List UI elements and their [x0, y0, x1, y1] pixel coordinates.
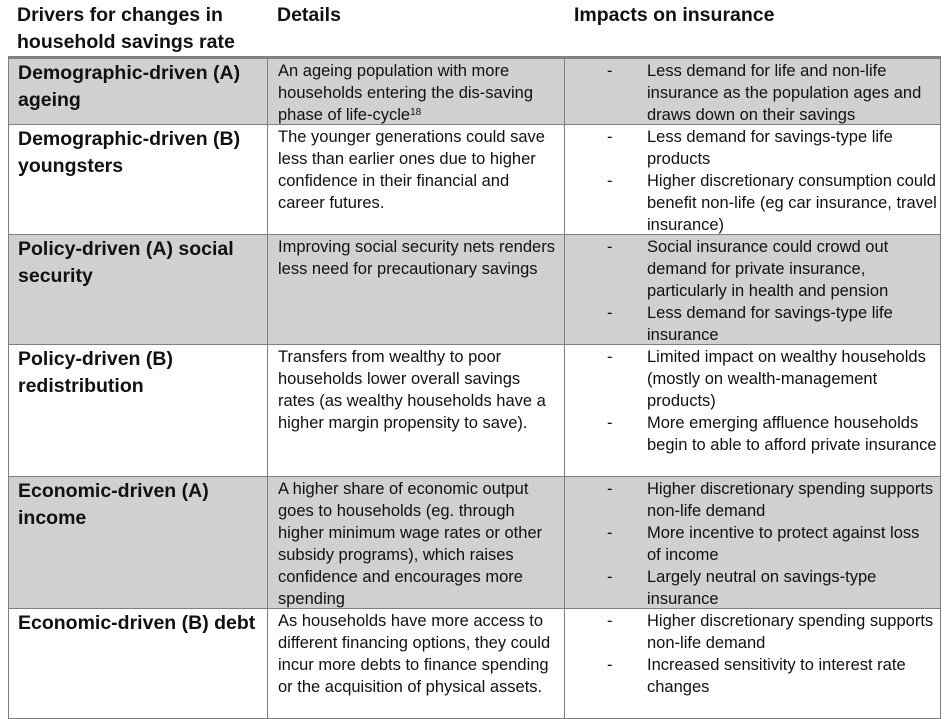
driver-cell: Policy-driven (A) social security	[18, 238, 234, 287]
header-drivers: Drivers for changes in household savings rate	[17, 4, 235, 53]
details-text: The younger generations could save less than earlier ones due to higher confidence in their financial and career futures.	[278, 128, 545, 212]
details-text: A higher share of economic output goes to households (eg. through higher minimum wage rates or other subsidy programs), which raises confidence and encourages more spending	[278, 480, 543, 608]
details-cell	[278, 236, 560, 280]
impact-item	[607, 478, 937, 522]
details-cell	[278, 478, 560, 610]
impact-text: Higher discretionary consumption could benefit non-life (eg car insurance, travel insurance)	[647, 172, 937, 234]
table-row	[8, 125, 941, 235]
dash-bullet-icon: -	[607, 128, 613, 146]
column-divider	[564, 235, 565, 344]
column-divider	[564, 345, 565, 476]
dash-bullet-icon: -	[607, 568, 613, 586]
details-cell	[278, 346, 560, 434]
column-divider	[267, 235, 268, 344]
impact-item	[607, 522, 937, 566]
driver-cell: Demographic-driven (A) ageing	[18, 62, 241, 111]
column-divider	[267, 609, 268, 718]
impact-item	[607, 566, 937, 610]
dash-bullet-icon: -	[607, 238, 613, 256]
dash-bullet-icon: -	[607, 612, 613, 630]
impact-item	[607, 654, 937, 698]
header-impacts: Impacts on insurance	[574, 4, 775, 26]
impact-text: Less demand for life and non-life insurance as the population ages and draws down on their savings	[647, 62, 922, 124]
column-divider	[564, 609, 565, 718]
dash-bullet-icon: -	[607, 414, 613, 432]
dash-bullet-icon: -	[607, 656, 613, 674]
dash-bullet-icon: -	[607, 480, 613, 498]
impact-text: Largely neutral on savings-type insurance	[647, 568, 877, 608]
header-details: Details	[277, 4, 341, 26]
impacts-cell	[607, 236, 937, 346]
impacts-cell	[607, 60, 937, 126]
impact-item	[607, 170, 937, 236]
driver-cell: Economic-driven (B) debt	[18, 612, 256, 634]
column-divider	[267, 125, 268, 234]
impact-text: More incentive to protect against loss of income	[647, 524, 920, 564]
driver-cell: Economic-driven (A) income	[18, 480, 209, 529]
dash-bullet-icon: -	[607, 348, 613, 366]
impact-item	[607, 610, 937, 654]
impact-text: Higher discretionary spending supports non-life demand	[647, 480, 934, 520]
impact-text: Social insurance could crowd out demand for private insurance, particularly in health and pension	[647, 238, 889, 300]
column-divider	[267, 345, 268, 476]
table-row	[8, 609, 941, 719]
impact-item	[607, 126, 937, 170]
driver-cell: Demographic-driven (B) youngsters	[18, 128, 241, 177]
impact-text: Less demand for savings-type life insurance	[647, 304, 893, 344]
table-row	[8, 235, 941, 345]
details-cell	[278, 60, 560, 126]
impact-text: Limited impact on wealthy households (mostly on wealth-management products)	[647, 348, 926, 410]
details-text: An ageing population with more households entering the dis-saving phase of life-cycle	[278, 62, 534, 124]
dash-bullet-icon: -	[607, 304, 613, 322]
table-row	[8, 59, 941, 125]
details-text: Improving social security nets renders less need for precautionary savings	[278, 238, 555, 278]
details-cell	[278, 126, 560, 214]
table-row	[8, 477, 941, 609]
table-row	[8, 345, 941, 477]
dash-bullet-icon: -	[607, 172, 613, 190]
column-divider	[267, 59, 268, 124]
footnote-reference: 18	[410, 107, 422, 118]
impacts-cell	[607, 478, 937, 610]
impact-item	[607, 346, 937, 412]
impact-item	[607, 236, 937, 302]
details-text: Transfers from wealthy to poor households lower overall savings rates (as wealthy households have a higher margin propensity to save).	[278, 348, 546, 432]
impact-text: Higher discretionary spending supports non-life demand	[647, 612, 934, 652]
column-divider	[564, 125, 565, 234]
dash-bullet-icon: -	[607, 62, 613, 80]
details-cell	[278, 610, 560, 698]
impacts-cell	[607, 610, 937, 698]
impacts-cell	[607, 346, 937, 456]
column-divider	[564, 477, 565, 608]
impact-text: Less demand for savings-type life products	[647, 128, 893, 168]
impact-text: Increased sensitivity to interest rate changes	[647, 656, 906, 696]
details-text: As households have more access to different financing options, they could incur more debts to finance spending or the acquisition of physical assets.	[278, 612, 551, 696]
column-divider	[564, 59, 565, 124]
impact-item	[607, 302, 937, 346]
column-divider	[267, 477, 268, 608]
dash-bullet-icon: -	[607, 524, 613, 542]
impact-item	[607, 412, 937, 456]
impact-text: More emerging affluence households begin to able to afford private insurance	[647, 414, 937, 454]
impacts-cell	[607, 126, 937, 236]
impact-item	[607, 60, 937, 126]
driver-cell: Policy-driven (B) redistribution	[18, 348, 173, 397]
